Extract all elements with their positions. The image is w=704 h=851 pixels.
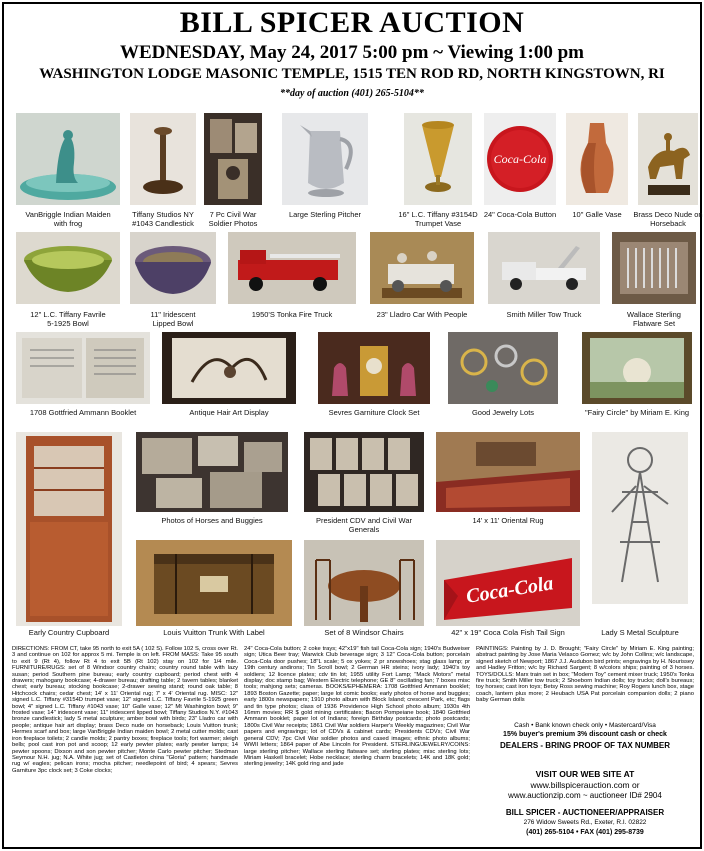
auction-date: WEDNESDAY, May 24, 2017 5:00 pm ~ Viewing 1:00 pm [120, 42, 584, 63]
caption-soldiers-1: 7 Pc Civil War [209, 210, 257, 219]
text-column-paintings-toys: PAINTINGS: Painting by J. D. Brought; "Fairy Circle" by Miriam E. King painting; abstract painting by Jose Maria Velasco Gomez; w/c by John Collins; w/c landscape, signed sketch of Newport; 1867 J.J. Audubon bird prints; engravings by H. Nourissey and Hadley Fritton; w/c by Richard Sargent; 8 w/colors ships; painting of 3 horses. TOYS/DOLLS: Marx train set in box; "Modern Toy" cement mixer truck; 1950's Tonka fire truck; Smith Miller tow truck; 2 Shoeborn Indian dolls; toy trucks; doll's bureaus; toy horses; cast iron toys; Betsy Ross sewing machine; Roy Rogers lunch box, stage coach, lantern plus more; 2 Heubach USA Pat porcelain companion dolls; 2 piano baby German dolls [476, 646, 694, 704]
caption-jewelry: Good Jewelry Lots [471, 408, 535, 417]
auctioneer-address: 276 Widow Sweets Rd., Exeter, R.I. 02822 [523, 819, 647, 826]
photo-windsor-chairs [304, 540, 424, 626]
photo-tonka-fire-truck [228, 232, 356, 304]
photo-vanbriggle-maiden [16, 113, 120, 205]
svg-text:Coca-Cola: Coca-Cola [464, 572, 555, 608]
photo-tiffany-favrile-bowl [16, 232, 120, 304]
caption-lladro: 23" Lladro Car With People [376, 310, 468, 319]
auction-venue: WASHINGTON LODGE MASONIC TEMPLE, 1515 TEN ROD RD, NORTH KINGSTOWN, RI [39, 66, 665, 82]
caption-candlestick-2: #1043 Candlestick [132, 219, 194, 228]
photo-hair-art [162, 332, 296, 404]
photo-galle-vase [566, 113, 628, 205]
photo-oriental-rug [436, 432, 580, 512]
payment-terms: Cash • Bank known check only • Mastercard/Visa [514, 722, 656, 729]
photo-sevres-clock-set [318, 332, 430, 404]
photo-tiffany-candlestick [130, 113, 196, 205]
photo-civil-war-soldiers [204, 113, 262, 205]
caption-hair-art: Antique Hair Art Display [189, 408, 269, 417]
text-column-books-sterling: 24" Coca-Cola button; 2 coke trays; 42"x19" fish tail Coca-Cola sign; 1940's Budweiser sign; Utica Beer tray; Warwick Club beverage sign; 3 12" Coca-Cola button; porcelain Coca-Cola door pushes; 18"L scale; 5 ox yokes; 2 pr snowshoes; stag glass lamp; pr 19th century andirons; Tin Scroll bowl; 2 German HR steins; ivory lady; 1940's toy soldiers; 12 licence plates; cdv tin lot; 1955 utility Fort Lamp; "Mack Motors" metal display; doc stamp bag; Western Electric telephone; GE 8" oscillating fan; 7 boxes misc tools; mahjong sets; cameras. BOOKS/EPHEMERA: 1708 Gottfried Ammann booklet; 1893 Boston Gazette; paper; large lot comic books; early photos of horse and buggies; early 1800s newspapers; 1910 photo album with Block Island; crescent Park, etc; flags and tin type photos; class of 1936 Providence High School photo album; 1930s 4th 16mm movies; RR $ gold mining certificates; Bacon Pompeiane book; 1840 Gottfried Ammann booklet; paper lot of Indians; foreign Birthday postcards; photo postcards; 1800s Civil War receipts; 1861 Civil War soldiers Harper's Weekly magazines; Civil War papers and engravings; lot of CDVs & cabinet cards; Presidents CDVs; Civil War general CDV; 7pc Civil War soldier photos and cased images; ethnic photo albums; WWII letters; 1864 paper of Abe Lincoln for President. STERLING/JEWELRY/COINS: large sterling pitcher; Wallace sterling flatware set; sterling plates; misc sterling lots; Miriam Haskell bracelet; Hobe necklace; sterling charm bracelets; 14K and 18K gold; sterling jewelry; 14K gold ring and jade [244, 646, 470, 768]
caption-vuitton: Louis Vuitton Trunk With Label [163, 628, 265, 637]
photo-tiffany-trumpet-vase [404, 113, 472, 205]
caption-pitcher: Large Sterling Pitcher [288, 210, 362, 219]
visit-website: VISIT OUR WEB SITE AT [535, 769, 635, 779]
caption-deco-nude-2: Horseback [650, 219, 686, 228]
caption-vanbriggle-1: VanBriggle Indian Maiden [25, 210, 111, 219]
caption-fishtail-sign: 42" x 19" Coca Cola Fish Tail Sign [451, 628, 565, 637]
caption-president-2: Generals [348, 525, 380, 534]
caption-tonka: 1950'S Tonka Fire Truck [251, 310, 333, 319]
photo-sterling-pitcher [282, 113, 368, 205]
caption-coke-button: 24" Coca-Cola Button [483, 210, 557, 219]
caption-candlestick-1: Tiffany Studios NY [132, 210, 194, 219]
photo-metal-sculpture [592, 432, 688, 604]
photo-ammann-booklet [16, 332, 150, 404]
website-link-2[interactable]: www.auctionzip.com ~ auctioneer ID# 2904 [508, 791, 662, 800]
website-link-1[interactable]: www.billspicerauction.com or [530, 780, 640, 790]
caption-metal-sculpture: Lady S Metal Sculpture [601, 628, 679, 637]
photo-iridescent-bowl [130, 232, 216, 304]
auction-phone-note: **day of auction (401) 265-5104** [280, 88, 424, 99]
photo-brass-deco-nude [638, 113, 698, 205]
auction-title: BILL SPICER AUCTION [179, 6, 525, 39]
photo-lladro-car [370, 232, 474, 304]
caption-flatware-1: Wallace Sterling [627, 310, 681, 319]
svg-text:Coca-Cola: Coca-Cola [493, 152, 547, 166]
photo-wallace-flatware [612, 232, 696, 304]
caption-fairy-circle: "Fairy Circle" by Miriam E. King [584, 408, 690, 417]
photo-country-cupboard [16, 432, 122, 626]
caption-iridescent-2: Lipped Bowl [152, 319, 194, 328]
caption-iridescent-1: 11" Iridescent [150, 310, 196, 319]
caption-trumpet-1: 16" L.C. Tiffany #3154D [398, 210, 478, 219]
photo-tow-truck [488, 232, 600, 304]
text-column-directions-furniture: DIRECTIONS: FROM CT, take 95 north to exit 5A ( 102 S). Follow 102 S, cross over Rt. 3 and continue on 102 for approx 5 mi. Temple is on left. FROM MASS: Take 95 south to exit 9 (Rt 4), follow Rt 4 to exit 5B (Rt 102) stay on 102 for 1/4 mile. FURNITURE/RUGS: set of 8 Windsor country chairs; country round table with lazy susan; period Southern pine bureau; early country cupboard; period chest with 4 drawers; mahogany bookcase; 4-drawer bureau; drafting table; 2 tavern tables; blanket chest; early bureau; stocking bookcase; 2-drawer sewing stand; round oak table; 8 Hitchcock chairs; cedar chest; 14' x 11' Oriental rug; 7' x 4' Oriental rug. MISC: 12" signed L.C. Tiffany #3154D trumpet vase; 12" signed L.C. Tiffany Favrile 5-1925 green bowl; 4" signed L.C. Tiffany #1043 vase; 10" Galle vase; 12" Mt Washington bowl; 9" frosted vase; 14" iridescent vase; 11" iridescent lipped bowl; Tiffany Studios N.Y. #1043 bronze candlestick; lady S metal sculpture; amber bowl with birds; 23" Lladro car with people; antique hair art display; brass Deco nude on horseback; Louis Vuitton trunk; Hermes scarf and box; large VanBriggle Indian maiden bowl; 2 metal cutter molds; cast iron fireplace toilets; 2 candle molds; 2 pantry boxes; fireplace tools; fort warmer; sleigh bells; pool cast iron pot and scoop; 12 early pewter plates; early pewter lamps; 14 pewter spoons; Dixson and son pewter pitcher; Monte Carlo pewter pitcher; Stedman Seymour N.H. jug; N.A. White jug; set of Castleton china "Gloria" pattern; handmade rug w/ eagles; pelican irons; mocha pitcher; needlepoint of bird; 4 spears; Sevres Garniture 3pc clock set; 3 Coke clocks; [12, 646, 238, 774]
caption-sevres: Sevres Garniture Clock Set [328, 408, 420, 417]
caption-president-1: President CDV and Civil War [315, 516, 412, 525]
caption-galle-vase: 10" Galle Vase [572, 210, 622, 219]
caption-vanbriggle-2: with frog [53, 219, 83, 228]
caption-deco-nude-1: Brass Deco Nude on [633, 210, 703, 219]
tax-notice: DEALERS - BRING PROOF OF TAX NUMBER [499, 741, 671, 750]
photo-coca-cola-fishtail-sign [436, 540, 580, 626]
caption-favrile-1: 12" L.C. Tiffany Favrile [30, 310, 106, 319]
caption-horses-buggies: Photos of Horses and Buggies [161, 516, 263, 525]
caption-favrile-2: 5-1925 Bowl [47, 319, 89, 328]
buyer-premium: 15% buyer's premium 3% discount cash or check [503, 731, 667, 738]
caption-flatware-2: Flatware Set [632, 319, 676, 328]
photo-jewelry-lots [448, 332, 558, 404]
caption-windsor: Set of 8 Windsor Chairs [324, 628, 404, 637]
photo-louis-vuitton-trunk [136, 540, 292, 626]
caption-tow-truck: Smith Miller Tow Truck [506, 310, 582, 319]
caption-oriental-rug: 14' x 11' Oriental Rug [472, 516, 544, 525]
auctioneer-name: BILL SPICER - AUCTIONEER/APPRAISER [505, 808, 665, 817]
caption-soldiers-2: Soldier Photos [208, 219, 258, 228]
photo-horses-buggies [136, 432, 288, 512]
photo-fairy-circle-painting [582, 332, 692, 404]
caption-trumpet-2: Trumpet Vase [414, 219, 462, 228]
photo-coca-cola-button [484, 113, 556, 205]
caption-cupboard: Early Country Cupboard [28, 628, 110, 637]
auctioneer-phones: (401) 265-5104 • FAX (401) 295-8739 [526, 829, 644, 836]
caption-ammann: 1708 Gottfried Ammann Booklet [29, 408, 137, 417]
photo-president-cdv [304, 432, 424, 512]
